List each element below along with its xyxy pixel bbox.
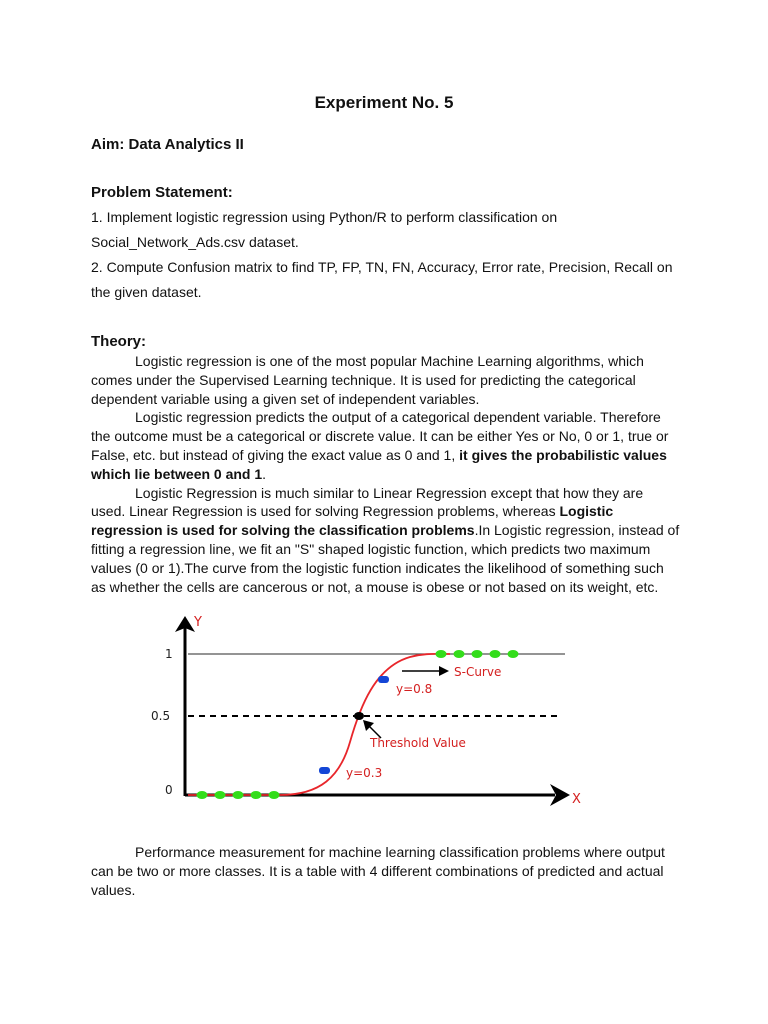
- theory-heading: Theory:: [91, 333, 147, 350]
- blue-point-y08: [378, 676, 389, 683]
- tick-0-5: 0.5: [151, 709, 171, 723]
- problem-line: Social_Network_Ads.csv dataset.: [91, 234, 299, 250]
- green-data-point: [490, 650, 501, 658]
- y03-label: y=0.3: [346, 766, 383, 780]
- s-curve-label: S-Curve: [454, 665, 502, 679]
- problem-line: 2. Compute Confusion matrix to find TP, FP, TN, FN, Accuracy, Error rate, Precision, Recall on: [91, 259, 673, 275]
- theory-body: [91, 352, 681, 596]
- green-data-point: [251, 791, 262, 799]
- text-span: .: [262, 465, 267, 482]
- green-data-point: [233, 791, 244, 799]
- bold-text: it gives the probabilistic values which lie between 0 and 1: [91, 446, 667, 482]
- text-span: .In Logistic regression, instead of fitting a regression line, we fit an "S" shaped logistic function, which predicts two maximum values (0 or 1).The curve from the logistic function indicates the likelihood of something such as whether the cells are cancerous or not, a mouse is obese or not based on its weight, etc.: [91, 522, 680, 595]
- tick-0: 0: [165, 783, 173, 797]
- problem-statement-heading: Problem Statement:: [91, 184, 233, 201]
- y08-label: y=0.8: [396, 682, 433, 696]
- text-span: Logistic regression predicts the output of a categorical dependent variable. Therefore the outcome must be a categorical or discrete value. It can be either Yes or No, 0 or 1, true or False, etc. but instead of giving the exact value as 0 and 1,: [91, 409, 669, 463]
- blue-point-y03: [319, 767, 330, 774]
- performance-paragraph: Performance measurement for machine learning classification problems where output can be two or more classes. It is a table with 4 different combinations of predicted and actual values.: [91, 844, 665, 898]
- problem-line: 1. Implement logistic regression using Python/R to perform classification on: [91, 209, 558, 225]
- green-data-point: [197, 791, 208, 799]
- page-title: Experiment No. 5: [314, 93, 454, 112]
- theory-paragraph-2: [91, 408, 681, 483]
- threshold-point: [354, 712, 364, 720]
- green-data-point: [269, 791, 280, 799]
- green-data-point: [215, 791, 226, 799]
- text-span: Logistic Regression is much similar to Linear Regression except that how they are used. Linear Regression is used for solving Regression problems, whereas: [91, 484, 644, 520]
- green-data-point: [508, 650, 519, 658]
- logistic-regression-figure: [150, 612, 600, 812]
- x-axis-label: X: [572, 792, 581, 807]
- problem-line: the given dataset.: [91, 284, 202, 300]
- tick-1: 1: [165, 647, 173, 661]
- green-data-point: [454, 650, 465, 658]
- green-data-point: [436, 650, 447, 658]
- theory-paragraph-3: [91, 484, 681, 597]
- aim-heading: Aim: Data Analytics II: [91, 136, 244, 153]
- s-curve: [188, 654, 450, 795]
- green-data-point: [472, 650, 483, 658]
- theory-paragraph-1: Logistic regression is one of the most popular Machine Learning algorithms, which comes under the Supervised Learning technique. It is used for predicting the categorical dependent variable using a given set of independent variables.: [91, 353, 644, 407]
- threshold-label: Threshold Value: [370, 736, 466, 750]
- bold-text: Logistic regression is used for solving the classification problems: [91, 503, 614, 539]
- s-curve-arrowhead: [439, 666, 449, 676]
- y-axis-label: Y: [194, 615, 202, 630]
